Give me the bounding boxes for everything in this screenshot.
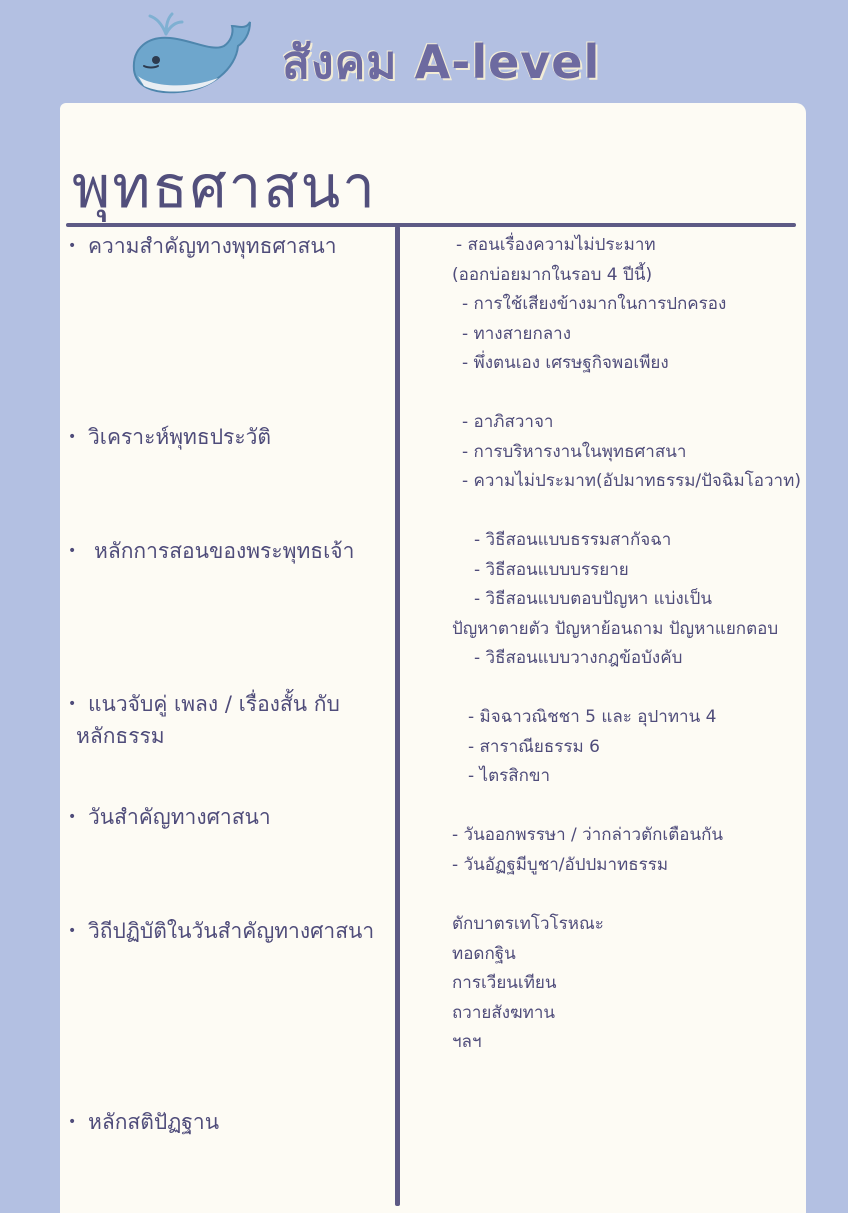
note-line: ทอดกฐิน — [452, 943, 516, 964]
note-line: - พึ่งตนเอง เศรษฐกิจพอเพียง — [462, 353, 669, 373]
topic-satipatthana — [68, 1106, 219, 1138]
topic-teaching — [68, 535, 354, 567]
whale-icon — [126, 12, 254, 98]
bullet-icon: • — [68, 696, 77, 712]
topic-label: หลักการสอนของพระพุทธเจ้า — [94, 539, 355, 563]
bullet-icon: • — [68, 809, 77, 825]
note-line: (ออกบ่อยมากในรอบ 4 ปีนี้) — [452, 264, 653, 285]
topic-label: วิเคราะห์พุทธประวัติ — [88, 425, 272, 449]
topic-matching — [68, 688, 340, 752]
topic-label: หลักสติปัฏฐาน — [88, 1110, 220, 1134]
bullet-icon: • — [68, 429, 77, 445]
topic-practices — [68, 915, 374, 947]
topic-biography — [68, 421, 271, 453]
note-line: - วิธีสอนแบบตอบปัญหา แบ่งเป็น — [474, 589, 712, 609]
note-line: - อาภิสวาจา — [462, 412, 554, 432]
bullet-icon: • — [68, 923, 77, 939]
notes-practices — [452, 910, 604, 1058]
column-divider — [395, 226, 400, 1206]
note-line: - ทางสายกลาง — [462, 323, 572, 344]
topic-holy-days — [68, 801, 271, 833]
topic-label: ความสำคัญทางพุทธศาสนา — [88, 234, 337, 258]
note-line: - วิธีสอนแบบธรรมสากัจฉา — [474, 530, 672, 550]
bullet-icon: • — [68, 238, 77, 254]
note-line: - การใช้เสียงข้างมากในการปกครอง — [462, 294, 727, 314]
notes-teaching — [452, 526, 778, 674]
note-line: ปัญหาตายตัว ปัญหาย้อนถาม ปัญหาแยกตอบ — [452, 618, 779, 639]
notes-biography — [462, 408, 801, 497]
topic-label-line2: หลักธรรม — [76, 724, 165, 748]
note-line: การเวียนเทียน — [452, 973, 557, 993]
bullet-icon: • — [68, 543, 77, 559]
note-line: - สาราณียธรรม 6 — [468, 736, 600, 757]
notes-matching — [468, 703, 716, 792]
note-line: - วิธีสอนแบบวางกฎข้อบังคับ — [474, 648, 683, 668]
topic-label: วิถีปฏิบัติในวันสำคัญทางศาสนา — [88, 919, 375, 943]
topic-label: วันสำคัญทางศาสนา — [88, 805, 271, 829]
page-title: พุทธศาสนา — [72, 153, 377, 221]
app-title: สังคม A-level — [282, 35, 601, 89]
topic-importance — [68, 230, 337, 262]
note-line: ตักบาตรเทโวโรหณะ — [452, 914, 604, 934]
note-line: - ความไม่ประมาท(อัปมาทธรรม/ปัจฉิมโอวาท) — [462, 471, 801, 491]
title-divider — [66, 223, 796, 227]
note-line: - การบริหารงานในพุทธศาสนา — [462, 441, 687, 462]
note-line: ฯลฯ — [452, 1032, 482, 1052]
note-line: - วันออกพรรษา / ว่ากล่าวตักเตือนกัน — [452, 825, 723, 845]
bullet-icon: • — [68, 1114, 77, 1130]
topic-label: แนวจับคู่ เพลง / เรื่องสั้น กับ — [88, 692, 340, 716]
note-line: - วันอัฏฐมีบูชา/อัปปมาทธรรม — [452, 854, 669, 875]
note-line: - สอนเรื่องความไม่ประมาท — [456, 235, 656, 255]
note-line: - ไตรสิกขา — [468, 766, 551, 786]
note-line: ถวายสังฆทาน — [452, 1002, 556, 1023]
header — [0, 0, 848, 108]
notes-holy-days — [452, 821, 723, 880]
notes-importance — [452, 231, 726, 379]
note-line: - วิธีสอนแบบบรรยาย — [474, 559, 629, 580]
note-line: - มิจฉาวณิชชา 5 และ อุปาทาน 4 — [468, 707, 717, 727]
